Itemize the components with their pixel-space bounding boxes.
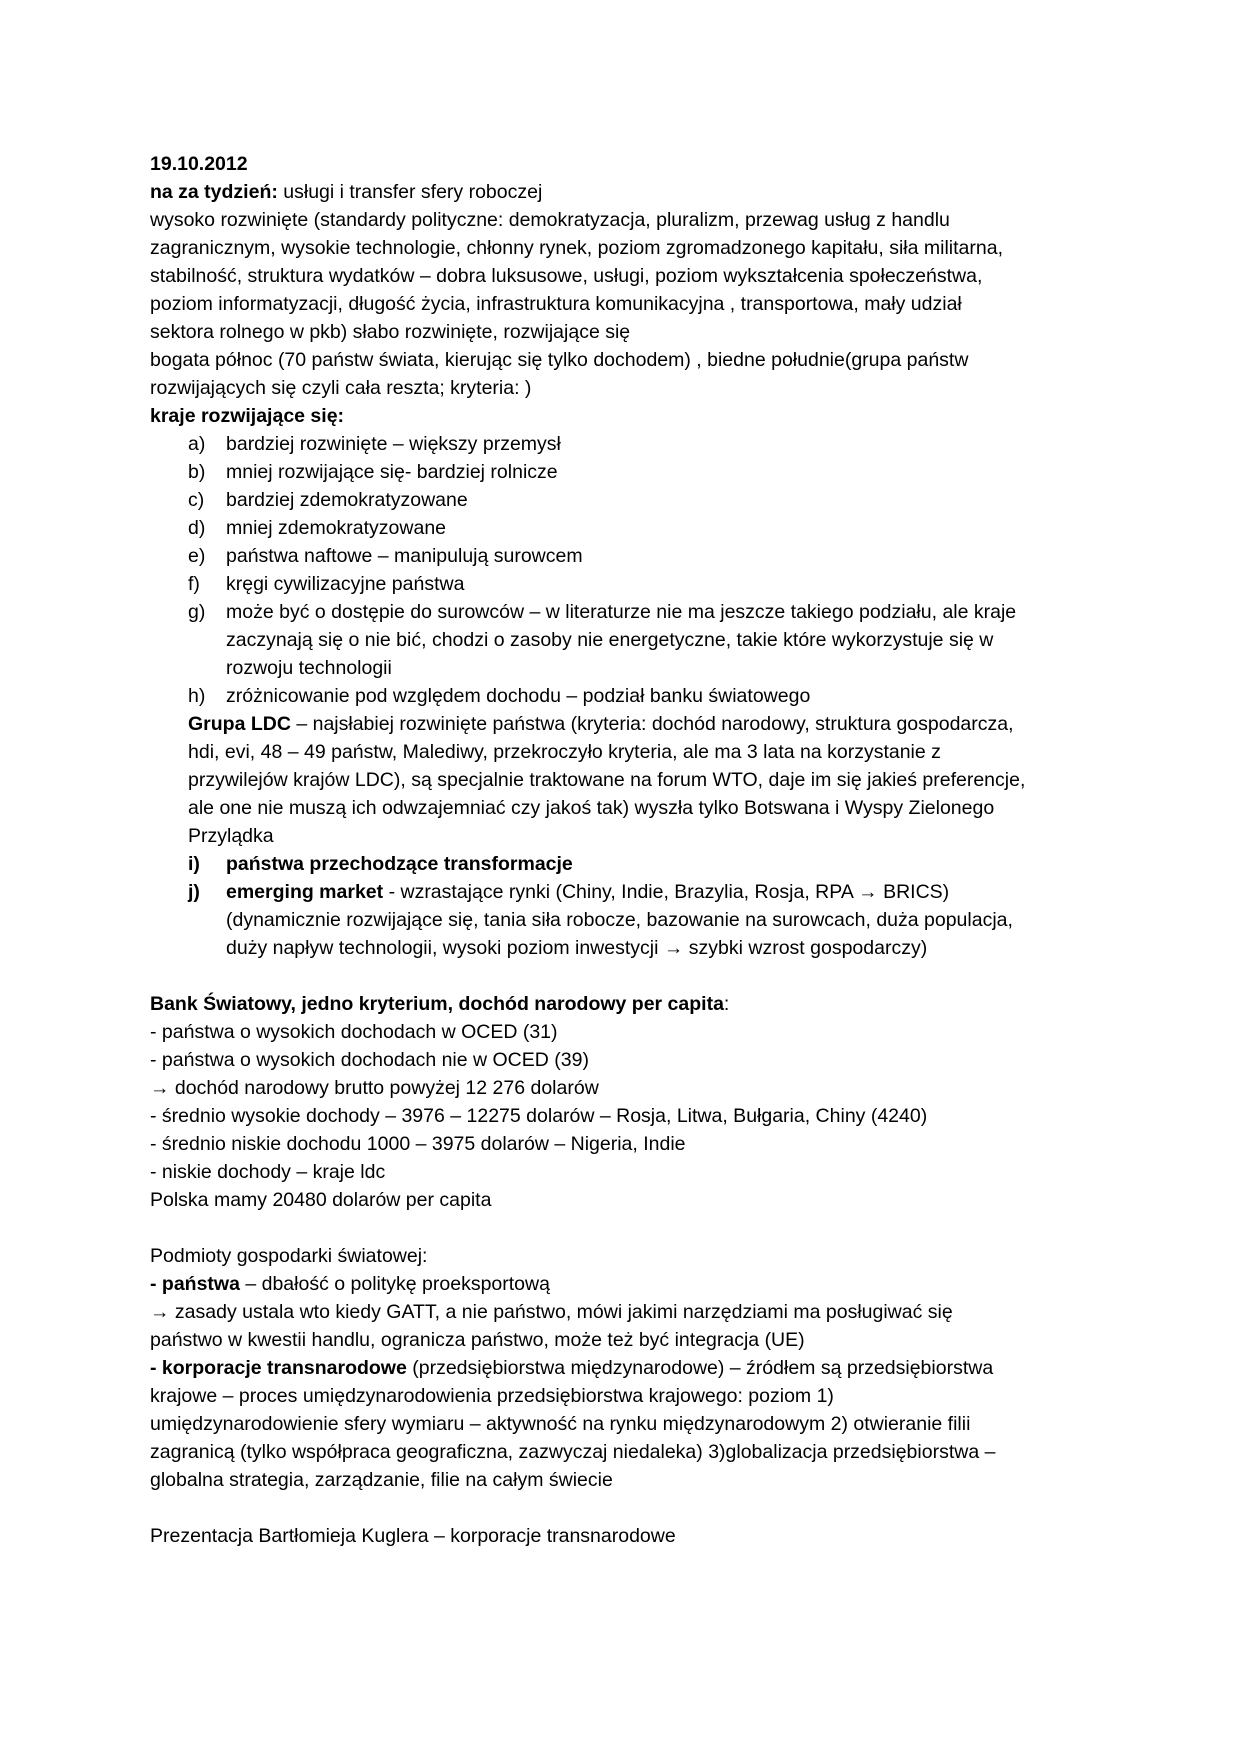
- ldc-text: – najsłabiej rozwinięte państwa (kryteria: dochód narodowy, struktura gospodarcza,: [290, 713, 1014, 735]
- spacer: [150, 962, 1090, 990]
- list-item-text: kręgi cywilizacyjne państwa: [226, 573, 465, 595]
- list-item: [188, 570, 1090, 598]
- income-line: Polska mamy 20480 dolarów per capita: [150, 1189, 492, 1211]
- list-item: [188, 850, 1090, 878]
- list-item-text: zaczynają się o nie bić, chodzi o zasoby nie energetyczne, takie które wykorzystuje się w: [226, 629, 994, 651]
- income-line: → dochód narodowy brutto powyżej 12 276 dolarów: [150, 1077, 599, 1099]
- list-item-text: może być o dostępie do surowców – w literaturze nie ma jeszcze takiego podziału, ale kraje: [226, 601, 1017, 623]
- emerging-market-label: emerging market: [226, 881, 384, 903]
- ldc-line: hdi, evi, 48 – 49 państw, Malediwy, przekroczyło kryteria, ale ma 3 lata na korzystanie z: [188, 741, 941, 763]
- list-item: [188, 486, 1090, 514]
- states-text: – dbałość o politykę proeksportową: [239, 1273, 550, 1295]
- paragraph-line: rozwijających się czyli cała reszta; kryteria: ): [150, 377, 532, 399]
- developed-paragraph: [150, 206, 1090, 402]
- list-item: [188, 430, 1090, 458]
- ldc-paragraph: [188, 710, 1090, 850]
- list-item-text: mniej zdemokratyzowane: [226, 517, 447, 539]
- list-item-text: duży napływ technologii, wysoki poziom inwestycji → szybki wzrost gospodarczy): [226, 937, 928, 959]
- income-line: - średnio wysokie dochody – 3976 – 12275 dolarów – Rosja, Litwa, Bułgaria, Chiny (4240): [150, 1105, 928, 1127]
- list-marker: a): [188, 433, 206, 455]
- ldc-first-line: [188, 710, 1090, 738]
- spacer: [150, 1494, 1090, 1522]
- ldc-line: przywilejów krajów LDC), są specjalnie traktowane na forum WTO, daje im się jakieś preferencje,: [188, 769, 1026, 791]
- weekly-note-text: usługi i transfer sfery roboczej: [277, 181, 543, 203]
- emerging-market-text: - wzrastające rynki (Chiny, Indie, Brazylia, Rosja, RPA → BRICS): [383, 881, 950, 903]
- corporations-text: (przedsiębiorstwa międzynarodowe) – źródłem są przedsiębiorstwa: [406, 1357, 994, 1379]
- actors-section: [150, 1242, 1090, 1494]
- list-item: [188, 514, 1090, 542]
- paragraph-line: zagranicznym, wysokie technologie, chłonny rynek, poziom zgromadzonego kapitału, siła militarna,: [150, 237, 1004, 259]
- corporations-detail-line: krajowe – proces umiędzynarodowienia przedsiębiorstwa krajowego: poziom 1): [150, 1385, 834, 1407]
- paragraph-line: bogata północ (70 państw świata, kierując się tylko dochodem) , biedne południe(grupa państw: [150, 349, 969, 371]
- income-line: - państwa o wysokich dochodach nie w OCED (39): [150, 1049, 589, 1071]
- list-marker: e): [188, 545, 206, 567]
- list-marker: h): [188, 685, 206, 707]
- ldc-label: Grupa LDC: [188, 713, 291, 735]
- states-line: [150, 1270, 1090, 1298]
- corporations-detail-line: umiędzynarodowienie sfery wymiaru – aktywność na rynku międzynarodowym 2) otwieranie filii: [150, 1413, 971, 1435]
- paragraph-line: wysoko rozwinięte (standardy polityczne: demokratyzacja, pluralizm, przewag usług z handlu: [150, 209, 950, 231]
- list-marker: i): [188, 853, 200, 875]
- paragraph-line: sektora rolnego w pkb) słabo rozwinięte, rozwijające się: [150, 321, 631, 343]
- spacer: [150, 1214, 1090, 1242]
- states-detail-line: państwo w kwestii handlu, ogranicza państwo, może też być integracja (UE): [150, 1329, 805, 1351]
- list-item: [188, 542, 1090, 570]
- paragraph-line: stabilność, struktura wydatków – dobra luksusowe, usługi, poziom wykształcenia społeczeństwa,: [150, 265, 983, 287]
- list-item: [188, 598, 1090, 682]
- weekly-note: [150, 178, 1090, 206]
- list-item: [188, 878, 1090, 962]
- corporations-line: [150, 1354, 1090, 1382]
- list-item-text: (dynamicznie rozwijające się, tania siła robocze, bazowanie na surowcach, duża populacja,: [226, 909, 1013, 931]
- corporations-label: - korporacje transnarodowe: [150, 1357, 407, 1379]
- states-detail-line: → zasady ustala wto kiedy GATT, a nie państwo, mówi jakimi narzędziami ma posługiwać się: [150, 1301, 953, 1323]
- actors-heading: Podmioty gospodarki światowej:: [150, 1245, 428, 1267]
- emerging-market-line: [226, 878, 1090, 906]
- list-item-text: mniej rozwijające się- bardziej rolnicze: [226, 461, 558, 483]
- corporations-detail-line: zagranicą (tylko współpraca geograficzna, zazwyczaj niedaleka) 3)globalizacja przedsiębiorstwa –: [150, 1441, 996, 1463]
- presentation-note: Prezentacja Bartłomieja Kuglera – korporacje transnarodowe: [150, 1525, 676, 1547]
- world-bank-heading-suffix: :: [723, 993, 730, 1015]
- list-item: [188, 458, 1090, 486]
- corporations-detail-line: globalna strategia, zarządzanie, filie na całym świecie: [150, 1469, 613, 1491]
- ldc-line: ale one nie muszą ich odwzajemniać czy jakoś tak) wyszła tylko Botswana i Wyspy Zielonego: [188, 797, 995, 819]
- list-marker: j): [188, 881, 200, 903]
- document-page: [150, 150, 1090, 1550]
- income-line: - państwa o wysokich dochodach w OCED (31): [150, 1021, 558, 1043]
- list-marker: c): [188, 489, 205, 511]
- list-marker: f): [188, 573, 200, 595]
- list-item-text: państwa naftowe – manipulują surowcem: [226, 545, 583, 567]
- world-bank-section: [150, 990, 1090, 1214]
- income-line: - niskie dochody – kraje ldc: [150, 1161, 386, 1183]
- states-label: - państwa: [150, 1273, 240, 1295]
- list-marker: d): [188, 517, 206, 539]
- income-line: - średnio niskie dochodu 1000 – 3975 dolarów – Nigeria, Indie: [150, 1133, 686, 1155]
- world-bank-heading: Bank Światowy, jedno kryterium, dochód narodowy per capita: [150, 993, 724, 1015]
- list-item: [188, 682, 1090, 710]
- list-heading: kraje rozwijające się:: [150, 405, 345, 427]
- weekly-note-label: na za tydzień:: [150, 181, 278, 203]
- list-marker: b): [188, 461, 206, 483]
- date-heading: 19.10.2012: [150, 153, 248, 175]
- list-item-text: państwa przechodzące transformacje: [226, 853, 573, 875]
- world-bank-heading-line: [150, 990, 1090, 1018]
- list-marker: g): [188, 601, 206, 623]
- list-item-text: rozwoju technologii: [226, 657, 392, 679]
- list-item-text: zróżnicowanie pod względem dochodu – podział banku światowego: [226, 685, 811, 707]
- list-item-text: bardziej rozwinięte – większy przemysł: [226, 433, 561, 455]
- ldc-line: Przylądka: [188, 825, 274, 847]
- paragraph-line: poziom informatyzacji, długość życia, infrastruktura komunikacyjna , transportowa, mały udział: [150, 293, 962, 315]
- list-item-text: bardziej zdemokratyzowane: [226, 489, 468, 511]
- developing-countries-list: [150, 430, 1090, 962]
